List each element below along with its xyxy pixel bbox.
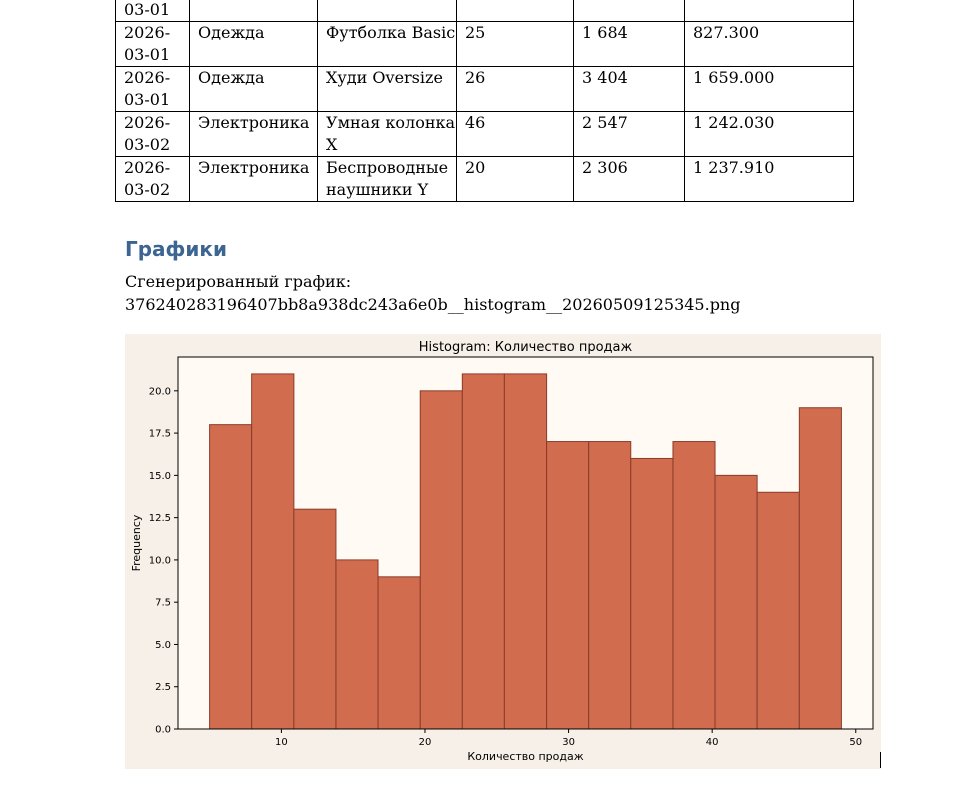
y-tick-label: 5.0 xyxy=(155,639,171,651)
histogram-bar xyxy=(631,458,673,729)
histogram-bar xyxy=(715,475,757,729)
value-cell: 827.300 xyxy=(685,22,854,67)
histogram-svg xyxy=(125,334,881,769)
histogram-bar xyxy=(799,408,841,729)
value-cell xyxy=(685,0,854,22)
histogram-bar xyxy=(757,492,799,729)
histogram-bar xyxy=(547,442,589,729)
y-tick-label: 12.5 xyxy=(148,513,171,525)
amount-cell: 1 684 xyxy=(574,22,685,67)
y-tick-label: 0.0 xyxy=(155,724,171,736)
date-cell: 2026- 03-02 xyxy=(116,157,190,202)
table-row xyxy=(116,22,854,67)
sales-table-body xyxy=(116,0,854,202)
quantity-cell xyxy=(457,0,574,22)
value-cell: 1 659.000 xyxy=(685,67,854,112)
product-cell: Беспроводные наушники Y xyxy=(318,157,457,202)
date-cell: 2026- 03-01 xyxy=(116,67,190,112)
histogram-chart xyxy=(125,334,881,769)
x-tick-label: 30 xyxy=(562,737,575,748)
chart-title: Histogram: Количество продаж xyxy=(418,340,633,355)
histogram-bar xyxy=(504,374,546,729)
histogram-bar xyxy=(252,374,294,729)
amount-cell: 2 547 xyxy=(574,112,685,157)
x-tick-label: 50 xyxy=(849,737,863,748)
quantity-cell: 20 xyxy=(457,157,574,202)
histogram-bar xyxy=(673,442,715,729)
date-cell: 2026- 03-01 xyxy=(116,22,190,67)
table-row xyxy=(116,112,854,157)
table-row xyxy=(116,157,854,202)
quantity-cell: 46 xyxy=(457,112,574,157)
x-tick-label: 40 xyxy=(705,737,719,748)
category-cell: Электроника xyxy=(190,157,318,202)
chart-caption-label: Сгенерированный график: xyxy=(125,272,352,291)
category-cell: Электроника xyxy=(190,112,318,157)
histogram-bar xyxy=(210,425,252,729)
histogram-bar xyxy=(420,391,462,729)
histogram-bar xyxy=(294,509,336,729)
chart-caption xyxy=(125,270,885,316)
sales-table xyxy=(115,0,854,202)
histogram-bar xyxy=(336,560,378,729)
x-axis-label: Количество продаж xyxy=(467,750,584,763)
value-cell: 1 242.030 xyxy=(685,112,854,157)
table-row xyxy=(116,0,854,22)
category-cell xyxy=(190,0,318,22)
product-cell: Худи Oversize xyxy=(318,67,457,112)
table-row xyxy=(116,67,854,112)
category-cell: Одежда xyxy=(190,67,318,112)
amount-cell: 3 404 xyxy=(574,67,685,112)
text-cursor xyxy=(880,752,881,768)
y-tick-label: 2.5 xyxy=(155,682,171,694)
product-cell: Умная колонка X xyxy=(318,112,457,157)
category-cell: Одежда xyxy=(190,22,318,67)
quantity-cell: 26 xyxy=(457,67,574,112)
histogram-bar xyxy=(462,374,504,729)
date-cell: 2026- 03-02 xyxy=(116,112,190,157)
histogram-bar xyxy=(378,577,420,729)
y-tick-label: 7.5 xyxy=(155,597,171,609)
product-cell xyxy=(318,0,457,22)
y-tick-label: 10.0 xyxy=(148,555,171,567)
x-tick-label: 10 xyxy=(275,737,288,748)
date-cell: 03-01 xyxy=(116,0,190,22)
amount-cell: 2 306 xyxy=(574,157,685,202)
chart-caption-filename: 376240283196407bb8a938dc243a6e0b__histogram__20260509125345.png xyxy=(125,295,741,314)
y-tick-label: 20.0 xyxy=(148,386,171,398)
value-cell: 1 237.910 xyxy=(685,157,854,202)
product-cell: Футболка Basic xyxy=(318,22,457,67)
y-axis-label: Frequency xyxy=(130,514,143,572)
y-tick-label: 17.5 xyxy=(148,428,171,440)
quantity-cell: 25 xyxy=(457,22,574,67)
histogram-bar xyxy=(589,442,631,729)
x-tick-label: 20 xyxy=(418,737,432,748)
y-tick-label: 15.0 xyxy=(148,470,171,482)
section-heading-charts: Графики xyxy=(125,237,228,261)
amount-cell xyxy=(574,0,685,22)
